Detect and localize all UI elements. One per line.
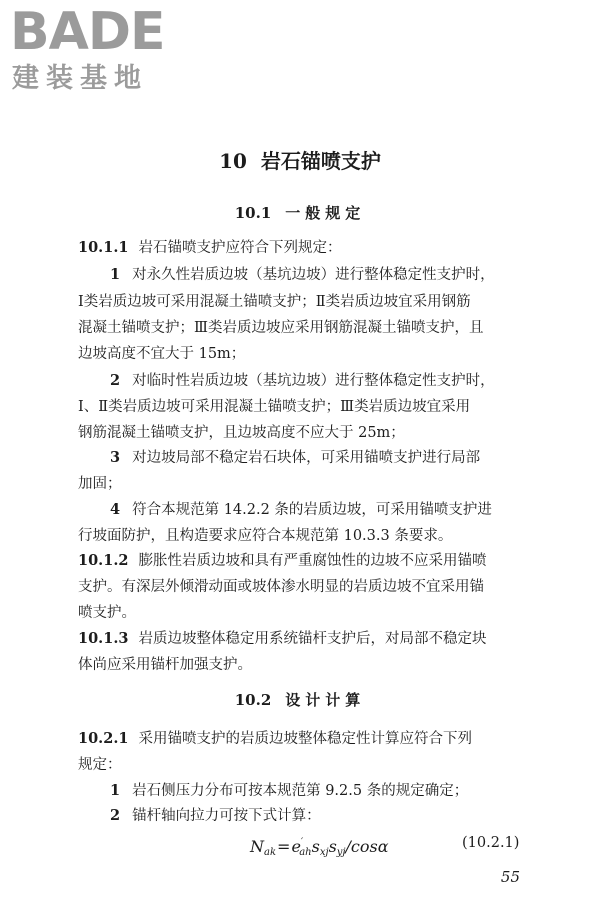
formula-e-sub: ah xyxy=(299,847,312,858)
item-text: 锚杆轴向拉力可按下式计算： xyxy=(132,808,321,824)
item-text: 岩石侧压力分布可按本规范第 9.2.5 条的规定确定； xyxy=(132,783,469,799)
clause-10-1-1 xyxy=(78,238,526,258)
clause-10-1-2-line-3: 喷支护。 xyxy=(78,605,136,621)
section-title-10-2 xyxy=(0,690,600,710)
formula-tail: /cosα xyxy=(345,837,389,856)
formula-s1-sub: xj xyxy=(319,847,329,858)
section-number: 10.2 xyxy=(234,691,272,709)
section-title-text: 一般规定 xyxy=(285,204,366,222)
equation-number: (10.2.1) xyxy=(462,835,520,851)
item-text: 对临时性岩质边坡（基坑边坡）进行整体稳定性支护时， xyxy=(132,373,495,389)
formula-e: e xyxy=(291,837,301,856)
bade-logo xyxy=(10,2,180,98)
item-number: 1 xyxy=(110,782,121,799)
item-number: 4 xyxy=(110,501,121,518)
clause-text: 岩质边坡整体稳定用系统锚杆支护后，对局部不稳定块 xyxy=(138,631,487,647)
logo-mark: BADE xyxy=(10,2,165,62)
clause-number: 10.1.2 xyxy=(78,552,129,569)
section-title-text: 设计计算 xyxy=(285,691,366,709)
formula-s1: s xyxy=(311,837,320,856)
clause-number: 10.2.1 xyxy=(78,730,129,747)
chapter-number: 10 xyxy=(219,149,247,173)
item-number: 3 xyxy=(110,449,121,466)
formula-lhs-sub: ak xyxy=(264,847,277,858)
clause-10-2-1-line-2: 规定： xyxy=(78,757,122,773)
item-number: 2 xyxy=(110,807,121,824)
formula-10-2-1 xyxy=(250,832,389,864)
clause-10-1-3 xyxy=(78,629,526,649)
clause-text: 膨胀性岩质边坡和具有严重腐蚀性的边坡不应采用锚喷 xyxy=(138,553,487,569)
item-3-line-1 xyxy=(110,448,526,468)
clause-number: 10.1.3 xyxy=(78,630,129,647)
item-2-line-1 xyxy=(110,371,526,391)
logo-subtitle: 建装基地 xyxy=(12,63,148,94)
item-2-line-3: 钢筋混凝土锚喷支护，且边坡高度不应大于 25m； xyxy=(78,425,405,441)
clause-text: 采用锚喷支护的岩质边坡整体稳定性计算应符合下列 xyxy=(138,731,472,747)
item-2-calc xyxy=(110,806,526,826)
clause-10-1-2 xyxy=(78,551,526,571)
item-1-line-4: 边坡高度不宜大于 15m； xyxy=(78,346,246,362)
clause-10-1-2-line-2: 支护。有深层外倾滑动面或坡体渗水明显的岩质边坡不宜采用锚 xyxy=(78,579,484,595)
clause-10-1-3-line-2: 体尚应采用锚杆加强支护。 xyxy=(78,657,252,673)
chapter-title xyxy=(0,148,600,174)
item-text: 对永久性岩质边坡（基坑边坡）进行整体稳定性支护时， xyxy=(132,267,495,283)
item-1-line-2: Ⅰ类岩质边坡可采用混凝土锚喷支护；Ⅱ类岩质边坡宜采用钢筋 xyxy=(78,294,471,310)
formula-equals: = xyxy=(277,837,291,856)
formula-s2: s xyxy=(328,837,337,856)
clause-number: 10.1.1 xyxy=(78,239,129,256)
chapter-title-text: 岩石锚喷支护 xyxy=(260,149,381,173)
item-4-line-2: 行坡面防护，且构造要求应符合本规范第 10.3.3 条要求。 xyxy=(78,528,453,544)
page-number: 55 xyxy=(500,868,520,886)
formula-s2-sub: yj xyxy=(336,847,346,858)
item-1-calc xyxy=(110,781,526,801)
section-title-10-1 xyxy=(0,203,600,223)
item-3-line-2: 加固； xyxy=(78,476,122,492)
item-text: 符合本规范第 14.2.2 条的岩质边坡，可采用锚喷支护进 xyxy=(132,502,492,518)
section-number: 10.1 xyxy=(234,204,272,222)
clause-text: 岩石锚喷支护应符合下列规定： xyxy=(138,240,342,256)
clause-10-2-1 xyxy=(78,729,526,749)
item-number: 2 xyxy=(110,372,121,389)
item-4-line-1 xyxy=(110,500,526,520)
item-number: 1 xyxy=(110,266,121,283)
item-2-line-2: Ⅰ、Ⅱ类岩质边坡可采用混凝土锚喷支护；Ⅲ类岩质边坡宜采用 xyxy=(78,399,471,415)
formula-e-prime: ′ xyxy=(300,837,304,848)
item-1-line-3: 混凝土锚喷支护；Ⅲ类岩质边坡应采用钢筋混凝土锚喷支护，且 xyxy=(78,320,484,336)
item-1-line-1 xyxy=(110,265,526,285)
formula-lhs: N xyxy=(250,837,264,856)
item-text: 对边坡局部不稳定岩石块体，可采用锚喷支护进行局部 xyxy=(132,450,481,466)
